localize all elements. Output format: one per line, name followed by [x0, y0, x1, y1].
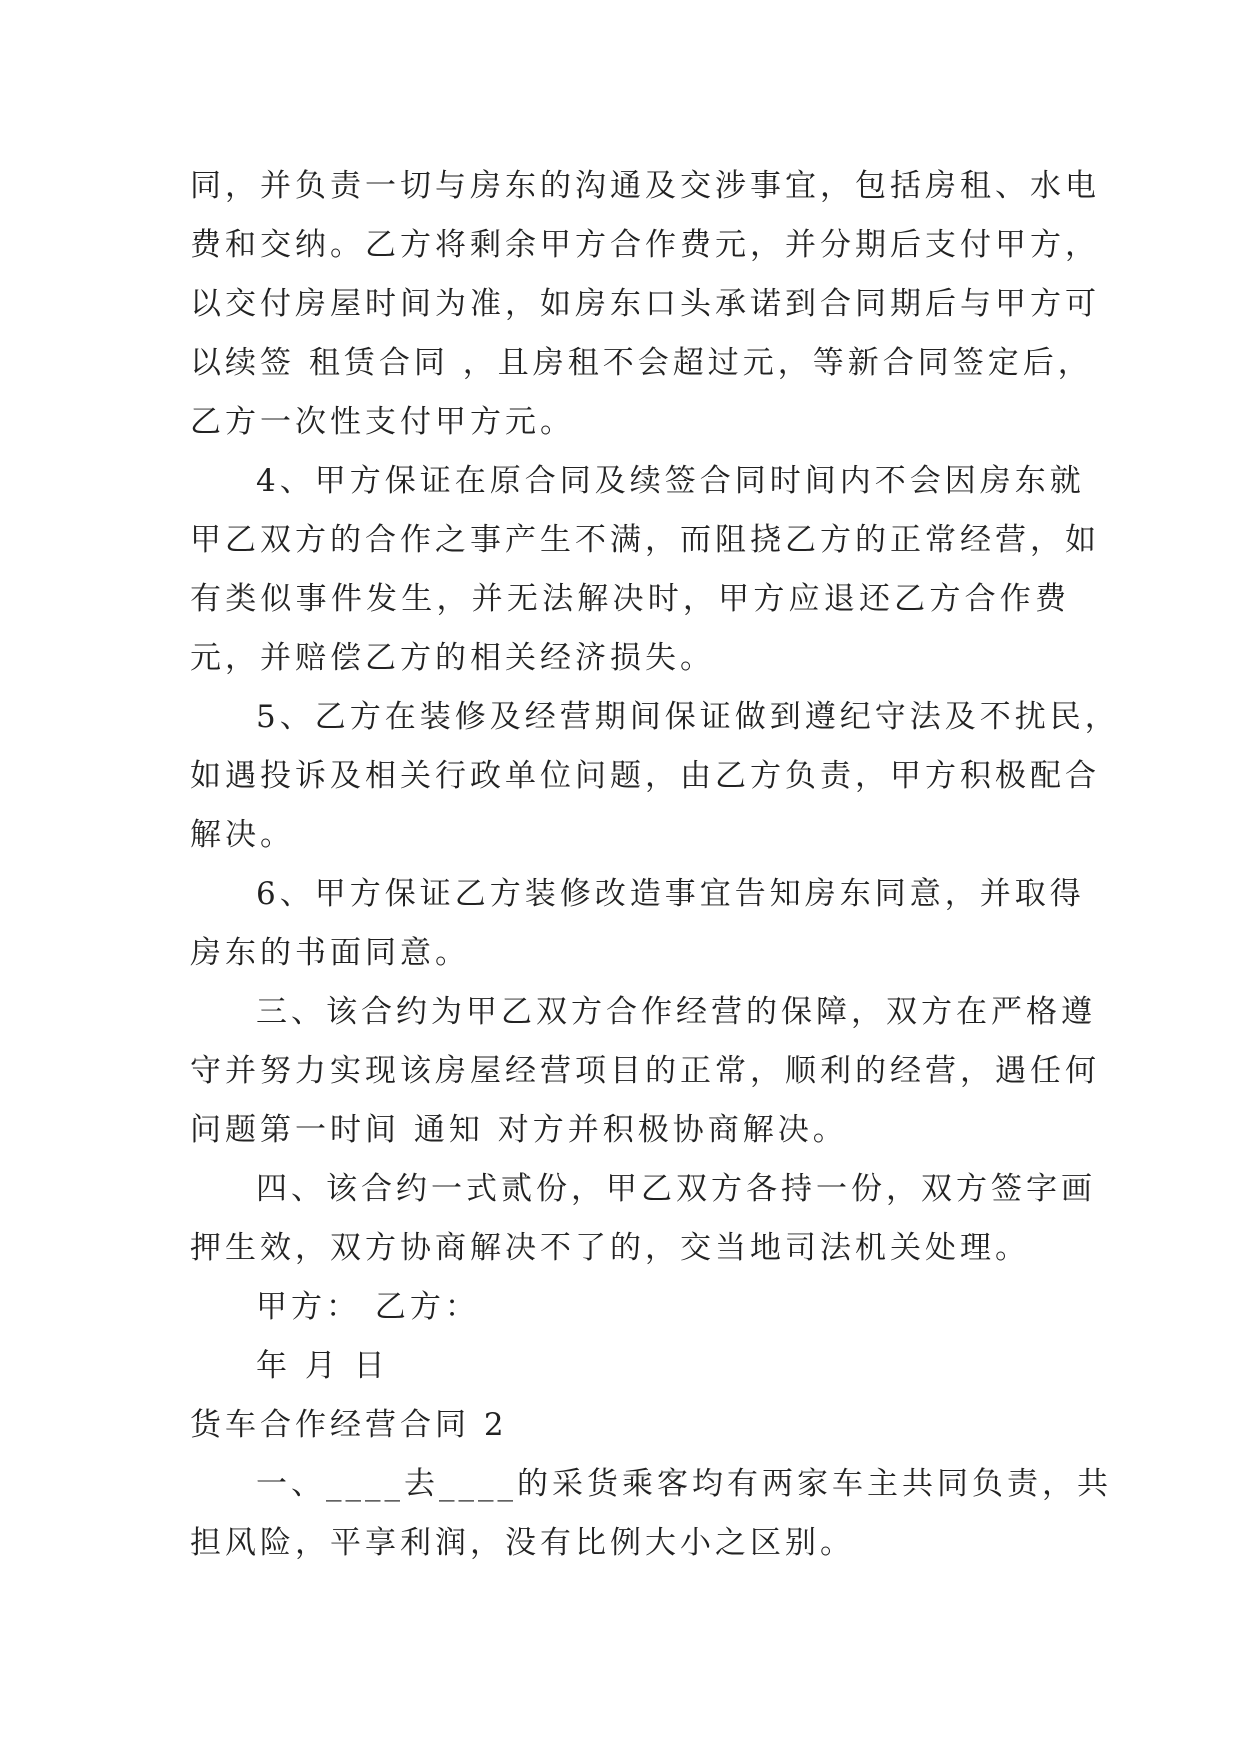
clause-6-start: 6、甲方保证乙方装修改造事宜告知房东同意，并取得 — [256, 876, 1085, 912]
text-line: 元，并赔偿乙方的相关经济损失。 — [190, 640, 715, 676]
text-line: 同，并负责一切与房东的沟通及交涉事宜，包括房租、水电 — [190, 168, 1100, 204]
text-line: 费和交纳。乙方将剩余甲方合作费元，并分期后支付甲方， — [190, 227, 1100, 263]
text-line: 有类似事件发生，并无法解决时，甲方应退还乙方合作费 — [190, 581, 1070, 617]
signature-parties: 甲方： 乙方： — [256, 1289, 480, 1325]
section-4-start: 四、该合约一式贰份，甲乙双方各持一份，双方签字画 — [256, 1171, 1096, 1207]
text-line: 以交付房屋时间为准，如房东口头承诺到合同期后与甲方可 — [190, 286, 1100, 322]
contract-body — [190, 157, 1120, 1573]
text-line: 解决。 — [190, 817, 295, 853]
text-line: 乙方一次性支付甲方元。 — [190, 404, 575, 440]
text-line: 问题第一时间 通知 对方并积极协商解决。 — [190, 1112, 848, 1148]
signature-date: 年 月 日 — [256, 1348, 389, 1384]
clause-4-start: 4、甲方保证在原合同及续签合同时间内不会因房东就 — [256, 463, 1085, 499]
clause-1-start: 一、____去____的采货乘客均有两家车主共同负责，共 — [256, 1466, 1112, 1502]
text-line: 押生效，双方协商解决不了的，交当地司法机关处理。 — [190, 1230, 1030, 1266]
text-line: 甲乙双方的合作之事产生不满，而阻挠乙方的正常经营，如 — [190, 522, 1100, 558]
clause-5-start: 5、乙方在装修及经营期间保证做到遵纪守法及不扰民， — [256, 699, 1120, 735]
text-line: 以续签 租赁合同 ，且房租不会超过元，等新合同签定后， — [190, 345, 1093, 381]
text-line: 担风险，平享利润，没有比例大小之区别。 — [190, 1525, 855, 1561]
text-line: 如遇投诉及相关行政单位问题，由乙方负责，甲方积极配合 — [190, 758, 1100, 794]
text-line: 房东的书面同意。 — [190, 935, 470, 971]
text-line: 守并努力实现该房屋经营项目的正常，顺利的经营，遇任何 — [190, 1053, 1100, 1089]
contract-title: 货车合作经营合同 2 — [190, 1407, 508, 1443]
section-3-start: 三、该合约为甲乙双方合作经营的保障，双方在严格遵 — [256, 994, 1096, 1030]
